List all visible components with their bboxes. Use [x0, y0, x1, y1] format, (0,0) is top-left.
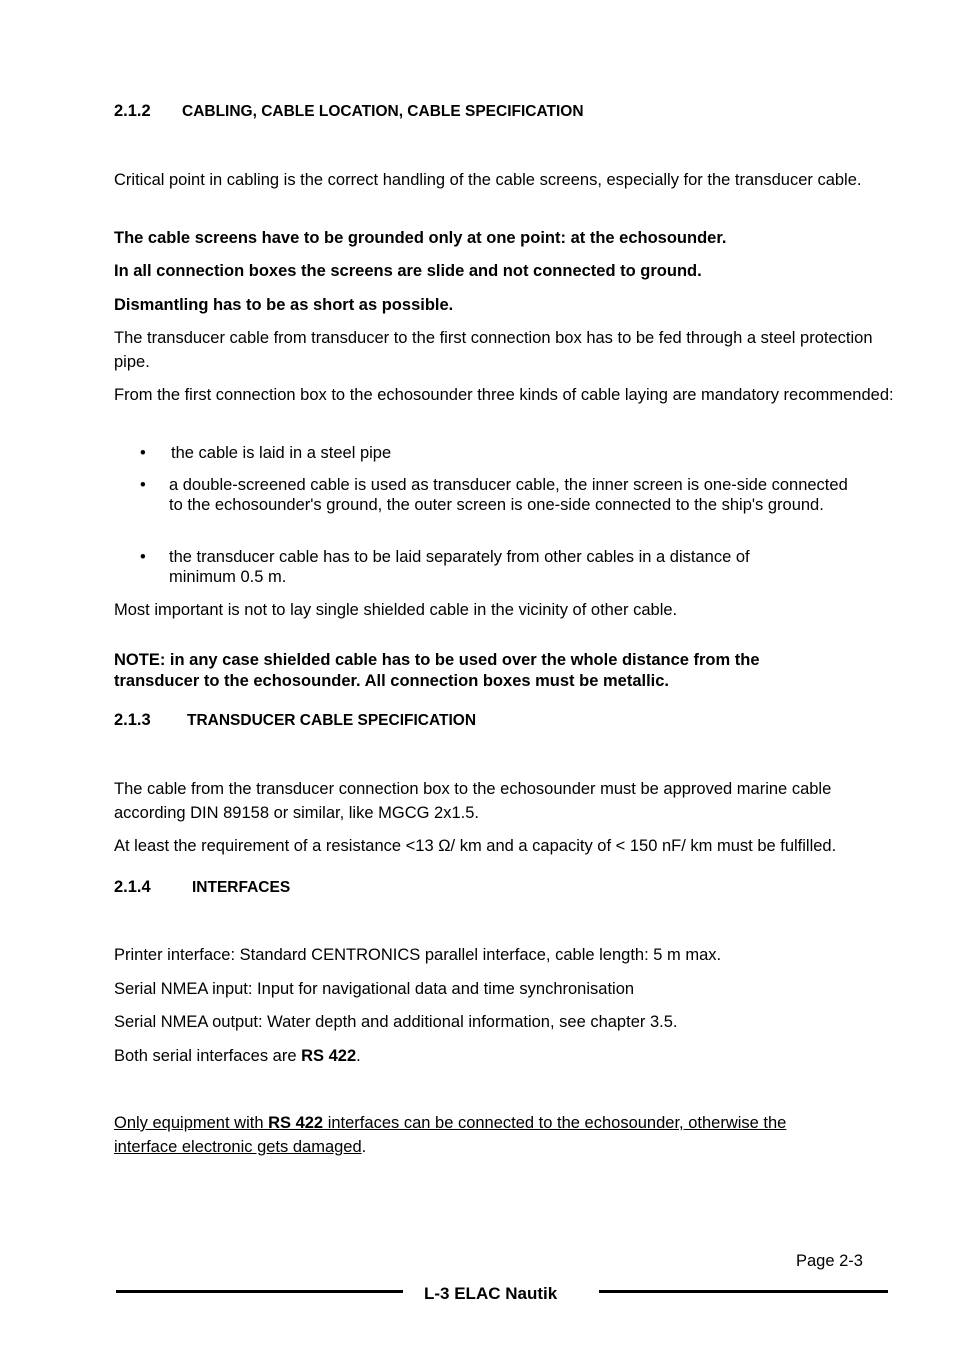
- section-title: CABLING, CABLE LOCATION, CABLE SPECIFICATION: [182, 103, 584, 120]
- section-title: INTERFACES: [192, 879, 291, 896]
- section-heading-2-1-4: [114, 878, 290, 897]
- text-run: Both serial interfaces are: [114, 1047, 302, 1065]
- bullet-marker: •: [140, 444, 146, 462]
- bullet-marker: •: [140, 548, 146, 566]
- footer-company: L-3 ELAC Nautik: [424, 1284, 558, 1303]
- section-heading-2-1-2: [114, 102, 584, 121]
- section-heading-2-1-3: [114, 711, 476, 730]
- underlined-emphasis-text: RS 422: [268, 1114, 324, 1132]
- paragraph: Critical point in cabling is the correct handling of the cable screens, especially for the transducer cable.: [114, 171, 862, 189]
- underlined-text: Only equipment with: [114, 1114, 269, 1132]
- bullet-item: the transducer cable has to be laid separately from other cables in a distance of minimum 0.5 m.: [169, 548, 750, 586]
- paragraph: [114, 1044, 894, 1068]
- bullet-marker: •: [140, 476, 146, 494]
- paragraph: The transducer cable from transducer to the first connection box has to be fed through a steel protection pipe.: [114, 329, 873, 371]
- paragraph: From the first connection box to the echosounder three kinds of cable laying are mandatory recommended:: [114, 386, 894, 404]
- section-title: TRANSDUCER CABLE SPECIFICATION: [187, 712, 477, 729]
- emphasis-text: RS 422: [301, 1047, 357, 1065]
- text-run: .: [361, 1138, 367, 1156]
- paragraph: Most important is not to lay single shielded cable in the vicinity of other cable.: [114, 601, 678, 619]
- underlined-text: interfaces can be connected to the echosounder, otherwise the interface electronic gets damaged: [114, 1114, 787, 1156]
- bold-statement: In all connection boxes the screens are slide and not connected to ground.: [114, 262, 702, 280]
- paragraph: Printer interface: Standard CENTRONICS parallel interface, cable length: 5 m max.: [114, 946, 722, 964]
- bullet-item: a double-screened cable is used as transducer cable, the inner screen is one-side connected to the echosounder's ground, the outer screen is one-side connected to the ship's ground.: [169, 476, 848, 514]
- footer-rule-right: [599, 1290, 888, 1293]
- note-paragraph: NOTE: in any case shielded cable has to be used over the whole distance from the transducer to the echosounder. All connection boxes must be metallic.: [114, 651, 760, 690]
- paragraph: At least the requirement of a resistance <13 Ω/ km and a capacity of < 150 nF/ km must be fulfilled.: [114, 837, 837, 855]
- bold-statement: The cable screens have to be grounded only at one point: at the echosounder.: [114, 229, 727, 247]
- section-number: 2.1.2: [114, 102, 151, 120]
- page-number: Page 2-3: [796, 1252, 863, 1270]
- paragraph: Serial NMEA input: Input for navigational data and time synchronisation: [114, 980, 635, 998]
- warning-paragraph: [114, 1111, 854, 1159]
- section-number: 2.1.3: [114, 711, 151, 729]
- text-run: .: [356, 1047, 361, 1065]
- bullet-item: the cable is laid in a steel pipe: [171, 444, 392, 462]
- section-number: 2.1.4: [114, 878, 151, 896]
- paragraph: The cable from the transducer connection box to the echosounder must be approved marine cable according DIN 89158 or similar, like MGCG 2x1.5.: [114, 780, 832, 822]
- footer-rule-left: [116, 1290, 403, 1293]
- paragraph: Serial NMEA output: Water depth and additional information, see chapter 3.5.: [114, 1013, 678, 1031]
- bold-statement: Dismantling has to be as short as possible.: [114, 296, 454, 314]
